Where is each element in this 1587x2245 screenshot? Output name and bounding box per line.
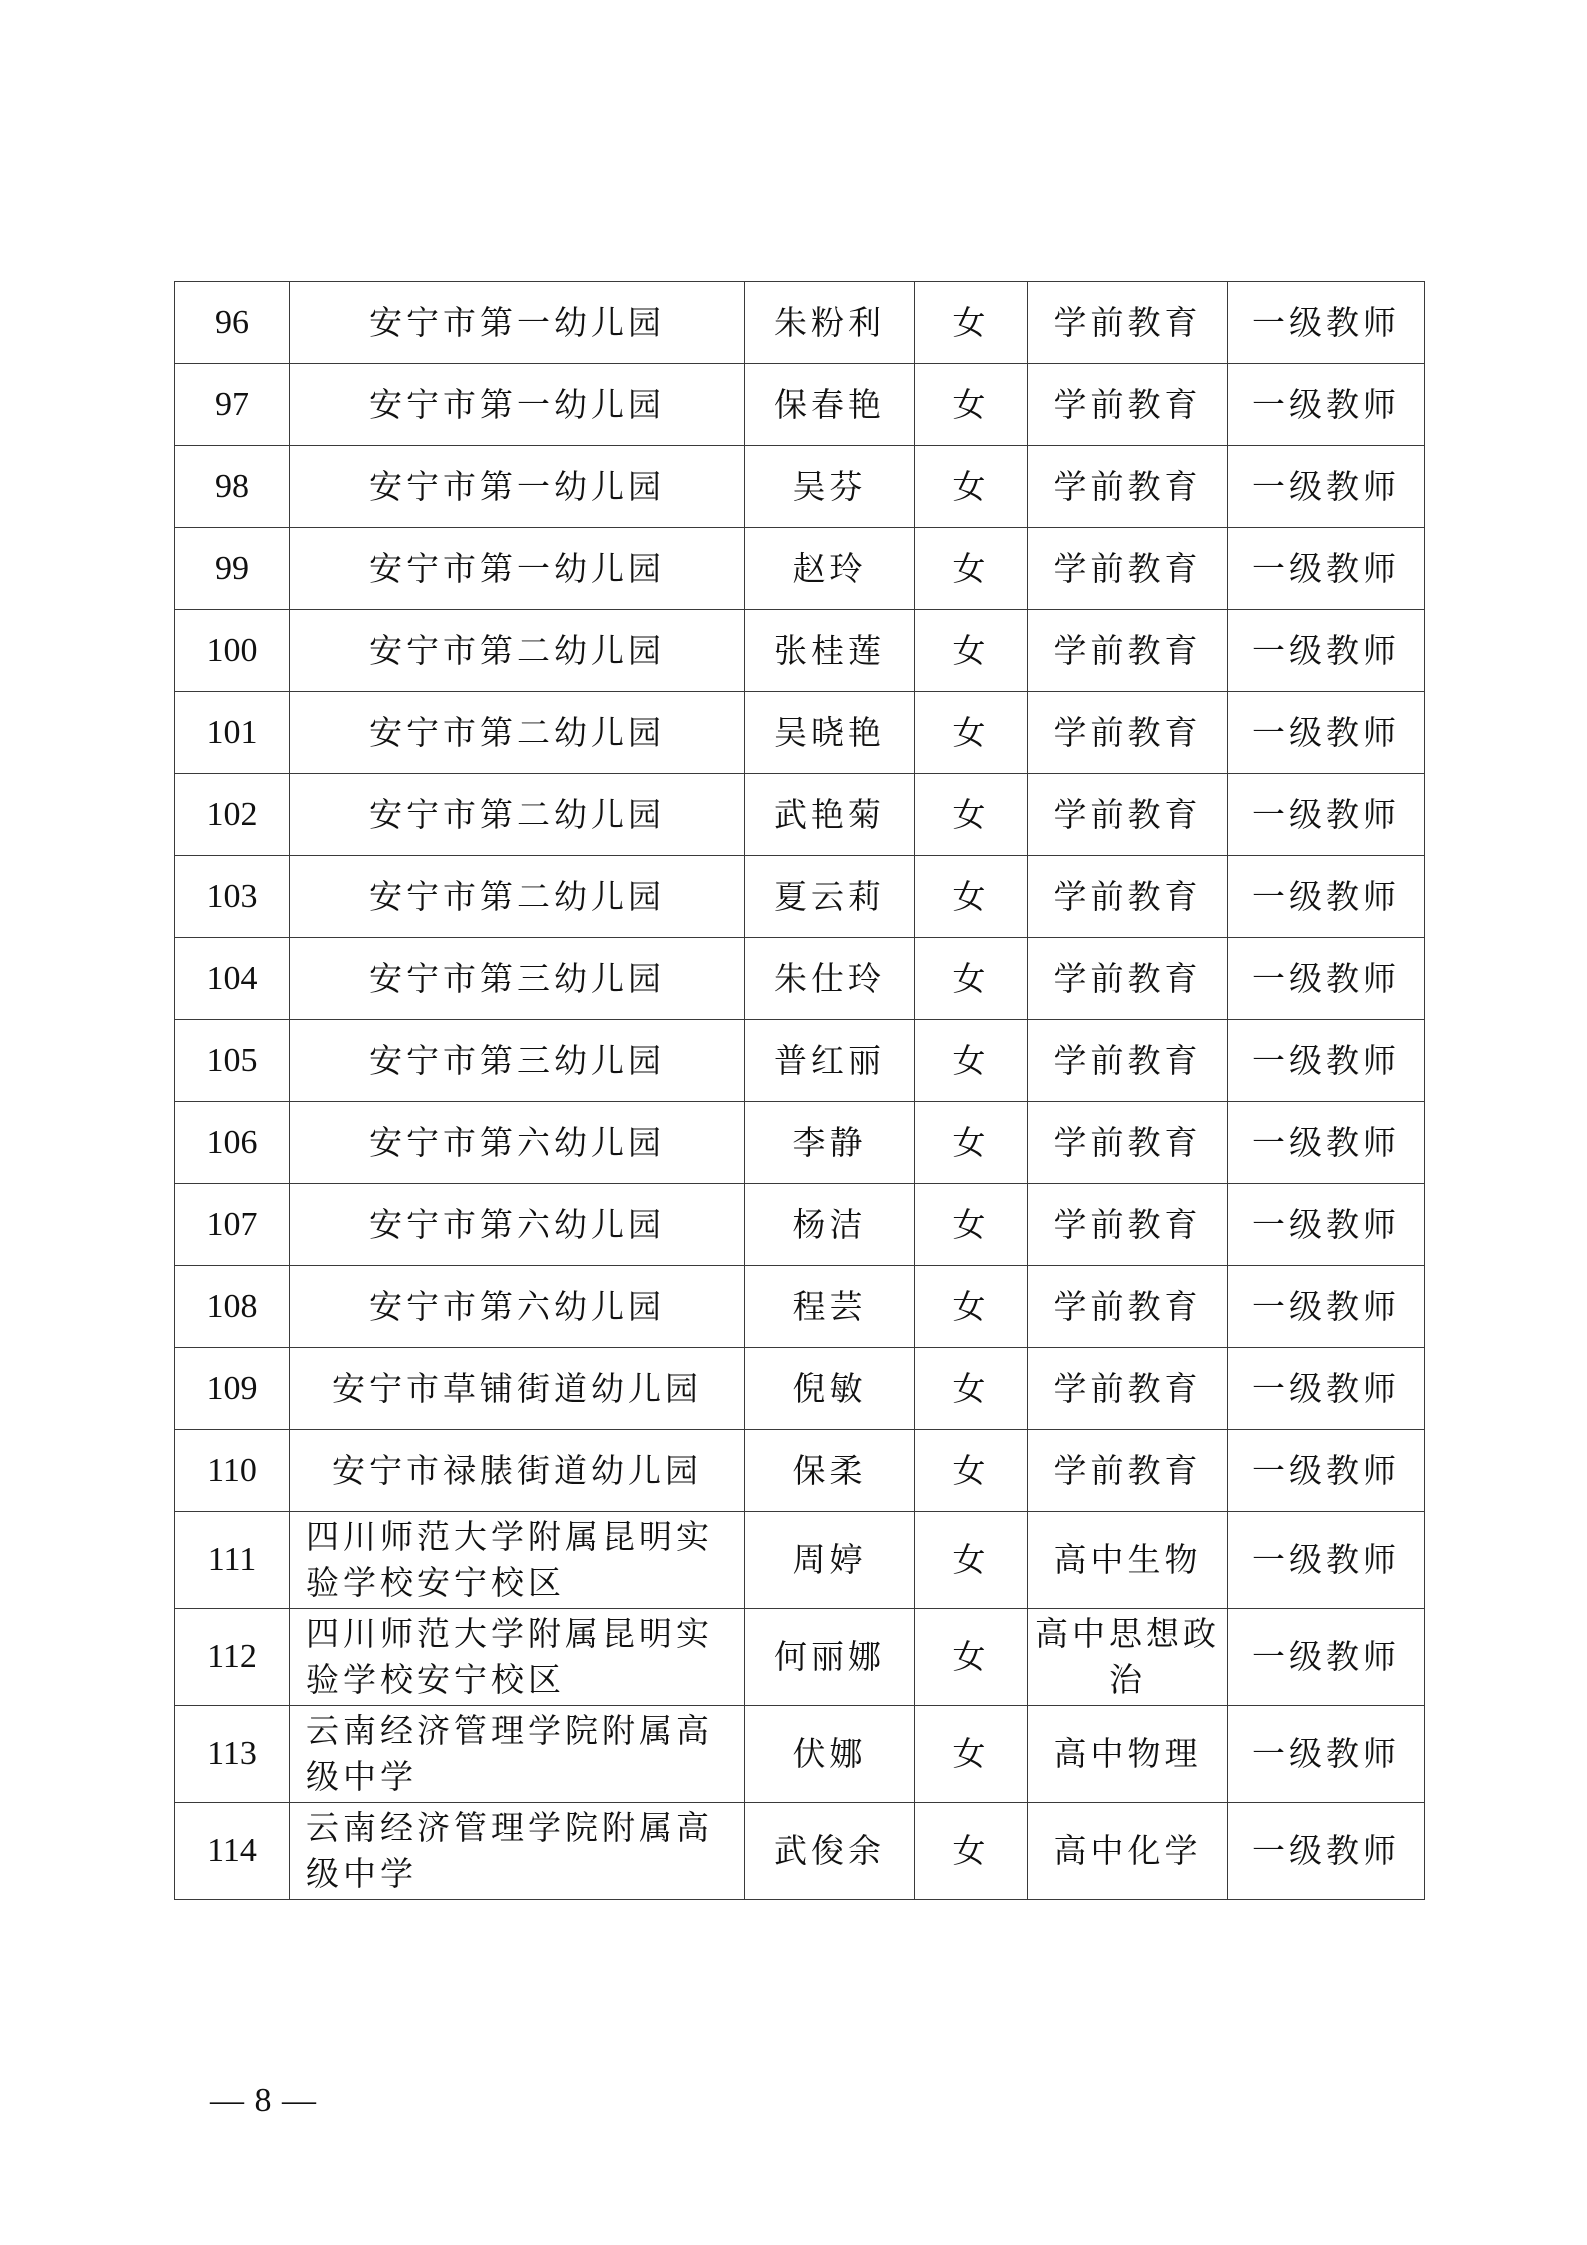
row-number: 108: [175, 1266, 290, 1348]
row-number: 99: [175, 528, 290, 610]
school-cell: 安宁市第二幼儿园: [290, 856, 745, 938]
school-cell: 安宁市第一幼儿园: [290, 282, 745, 364]
school-cell: 安宁市第三幼儿园: [290, 938, 745, 1020]
school-cell: 云南经济管理学院附属高级中学: [290, 1706, 745, 1803]
teacher-name-cell: 保春艳: [745, 364, 915, 446]
school-cell: 安宁市第二幼儿园: [290, 774, 745, 856]
table-row: [175, 774, 1425, 856]
gender-cell: 女: [915, 1609, 1028, 1706]
title-cell: 一级教师: [1228, 1266, 1425, 1348]
table-row: [175, 282, 1425, 364]
teacher-name-cell: 普红丽: [745, 1020, 915, 1102]
gender-cell: 女: [915, 446, 1028, 528]
gender-cell: 女: [915, 1020, 1028, 1102]
teacher-name-cell: 程芸: [745, 1266, 915, 1348]
subject-cell: 学前教育: [1028, 610, 1228, 692]
gender-cell: 女: [915, 1803, 1028, 1900]
teacher-name-cell: 吴晓艳: [745, 692, 915, 774]
teacher-name-cell: 周婷: [745, 1512, 915, 1609]
school-cell: 安宁市第一幼儿园: [290, 446, 745, 528]
teacher-name-cell: 赵玲: [745, 528, 915, 610]
table-row: [175, 1266, 1425, 1348]
row-number: 100: [175, 610, 290, 692]
title-cell: 一级教师: [1228, 282, 1425, 364]
row-number: 113: [175, 1706, 290, 1803]
gender-cell: 女: [915, 1512, 1028, 1609]
subject-cell: 学前教育: [1028, 1266, 1228, 1348]
title-cell: 一级教师: [1228, 1184, 1425, 1266]
row-number: 111: [175, 1512, 290, 1609]
gender-cell: 女: [915, 282, 1028, 364]
table-row: [175, 364, 1425, 446]
school-cell: 四川师范大学附属昆明实验学校安宁校区: [290, 1512, 745, 1609]
gender-cell: 女: [915, 774, 1028, 856]
subject-cell: 学前教育: [1028, 774, 1228, 856]
title-cell: 一级教师: [1228, 1348, 1425, 1430]
school-cell: 安宁市禄脿街道幼儿园: [290, 1430, 745, 1512]
gender-cell: 女: [915, 692, 1028, 774]
row-number: 98: [175, 446, 290, 528]
subject-cell: 学前教育: [1028, 1430, 1228, 1512]
subject-cell: 高中物理: [1028, 1706, 1228, 1803]
gender-cell: 女: [915, 610, 1028, 692]
title-cell: 一级教师: [1228, 364, 1425, 446]
teacher-name-cell: 张桂莲: [745, 610, 915, 692]
school-cell: 安宁市第六幼儿园: [290, 1266, 745, 1348]
subject-cell: 学前教育: [1028, 938, 1228, 1020]
gender-cell: 女: [915, 528, 1028, 610]
gender-cell: 女: [915, 364, 1028, 446]
subject-cell: 学前教育: [1028, 1102, 1228, 1184]
school-cell: 安宁市第二幼儿园: [290, 610, 745, 692]
teacher-name-cell: 夏云莉: [745, 856, 915, 938]
table-row: [175, 1430, 1425, 1512]
teacher-roster-table: [174, 281, 1425, 1900]
teacher-name-cell: 保柔: [745, 1430, 915, 1512]
table-row: [175, 1512, 1425, 1609]
subject-cell: 高中思想政治: [1028, 1609, 1228, 1706]
table-row: [175, 446, 1425, 528]
title-cell: 一级教师: [1228, 610, 1425, 692]
table-row: [175, 856, 1425, 938]
title-cell: 一级教师: [1228, 856, 1425, 938]
title-cell: 一级教师: [1228, 1430, 1425, 1512]
row-number: 101: [175, 692, 290, 774]
table-row: [175, 1020, 1425, 1102]
school-cell: 安宁市第三幼儿园: [290, 1020, 745, 1102]
teacher-name-cell: 武艳菊: [745, 774, 915, 856]
table-row: [175, 1102, 1425, 1184]
school-cell: 四川师范大学附属昆明实验学校安宁校区: [290, 1609, 745, 1706]
subject-cell: 学前教育: [1028, 1020, 1228, 1102]
teacher-name-cell: 何丽娜: [745, 1609, 915, 1706]
school-cell: 安宁市草铺街道幼儿园: [290, 1348, 745, 1430]
title-cell: 一级教师: [1228, 938, 1425, 1020]
gender-cell: 女: [915, 1102, 1028, 1184]
table-row: [175, 1609, 1425, 1706]
table-row: [175, 938, 1425, 1020]
title-cell: 一级教师: [1228, 1102, 1425, 1184]
title-cell: 一级教师: [1228, 446, 1425, 528]
subject-cell: 学前教育: [1028, 1348, 1228, 1430]
subject-cell: 学前教育: [1028, 282, 1228, 364]
row-number: 97: [175, 364, 290, 446]
row-number: 110: [175, 1430, 290, 1512]
school-cell: 安宁市第一幼儿园: [290, 364, 745, 446]
table-row: [175, 1706, 1425, 1803]
teacher-name-cell: 伏娜: [745, 1706, 915, 1803]
subject-cell: 学前教育: [1028, 856, 1228, 938]
gender-cell: 女: [915, 1706, 1028, 1803]
table-row: [175, 528, 1425, 610]
title-cell: 一级教师: [1228, 1512, 1425, 1609]
subject-cell: 高中生物: [1028, 1512, 1228, 1609]
table-row: [175, 1348, 1425, 1430]
teacher-name-cell: 李静: [745, 1102, 915, 1184]
gender-cell: 女: [915, 938, 1028, 1020]
table-row: [175, 1803, 1425, 1900]
row-number: 96: [175, 282, 290, 364]
row-number: 104: [175, 938, 290, 1020]
subject-cell: 学前教育: [1028, 1184, 1228, 1266]
title-cell: 一级教师: [1228, 1609, 1425, 1706]
teacher-name-cell: 武俊余: [745, 1803, 915, 1900]
title-cell: 一级教师: [1228, 692, 1425, 774]
gender-cell: 女: [915, 1348, 1028, 1430]
subject-cell: 高中化学: [1028, 1803, 1228, 1900]
title-cell: 一级教师: [1228, 774, 1425, 856]
school-cell: 安宁市第六幼儿园: [290, 1102, 745, 1184]
gender-cell: 女: [915, 1266, 1028, 1348]
gender-cell: 女: [915, 1430, 1028, 1512]
subject-cell: 学前教育: [1028, 528, 1228, 610]
subject-cell: 学前教育: [1028, 692, 1228, 774]
row-number: 106: [175, 1102, 290, 1184]
table-row: [175, 692, 1425, 774]
school-cell: 安宁市第一幼儿园: [290, 528, 745, 610]
row-number: 105: [175, 1020, 290, 1102]
school-cell: 云南经济管理学院附属高级中学: [290, 1803, 745, 1900]
row-number: 114: [175, 1803, 290, 1900]
title-cell: 一级教师: [1228, 1020, 1425, 1102]
roster-body: [175, 282, 1425, 1900]
row-number: 107: [175, 1184, 290, 1266]
gender-cell: 女: [915, 1184, 1028, 1266]
table-row: [175, 1184, 1425, 1266]
school-cell: 安宁市第二幼儿园: [290, 692, 745, 774]
teacher-name-cell: 朱粉利: [745, 282, 915, 364]
table-row: [175, 610, 1425, 692]
title-cell: 一级教师: [1228, 1803, 1425, 1900]
gender-cell: 女: [915, 856, 1028, 938]
school-cell: 安宁市第六幼儿园: [290, 1184, 745, 1266]
row-number: 103: [175, 856, 290, 938]
teacher-name-cell: 吴芬: [745, 446, 915, 528]
teacher-name-cell: 杨洁: [745, 1184, 915, 1266]
row-number: 112: [175, 1609, 290, 1706]
row-number: 102: [175, 774, 290, 856]
title-cell: 一级教师: [1228, 1706, 1425, 1803]
title-cell: 一级教师: [1228, 528, 1425, 610]
page-number: — 8 —: [210, 2082, 317, 2119]
subject-cell: 学前教育: [1028, 364, 1228, 446]
teacher-name-cell: 朱仕玲: [745, 938, 915, 1020]
row-number: 109: [175, 1348, 290, 1430]
subject-cell: 学前教育: [1028, 446, 1228, 528]
teacher-name-cell: 倪敏: [745, 1348, 915, 1430]
